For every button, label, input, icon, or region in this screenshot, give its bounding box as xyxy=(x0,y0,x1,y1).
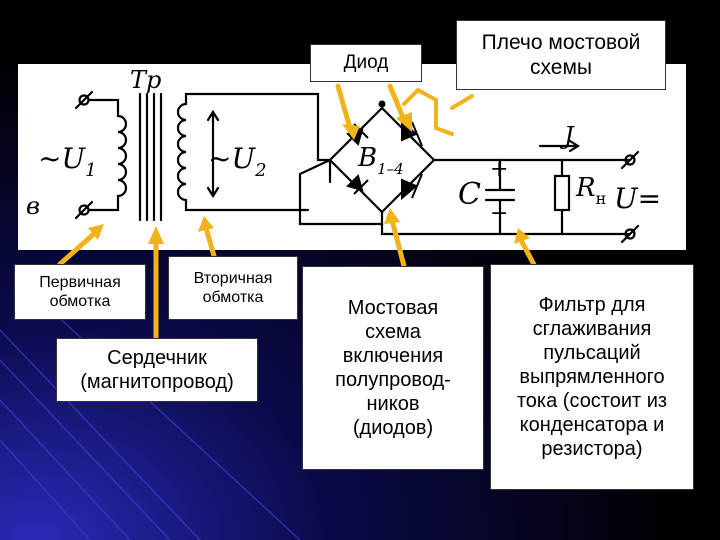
secondary-winding xyxy=(178,104,186,200)
output-label: U= xyxy=(614,182,662,215)
bridge-arm-callout: Плечо мостовой схемы xyxy=(456,20,666,90)
plus-sign: + xyxy=(490,157,509,182)
diode-callout: Диод xyxy=(310,44,422,82)
primary-winding xyxy=(89,100,126,210)
primary-winding-callout: Первичная обмотка xyxy=(14,264,146,320)
transformer-label: Тр xyxy=(130,66,162,94)
u2-label: $\sim U_2$ xyxy=(208,142,267,181)
resistor-label: $R_н$ xyxy=(576,173,607,208)
secondary-winding-callout: Вторичная обмотка xyxy=(168,256,298,320)
core-callout: Сердечник (магнитопровод) xyxy=(56,338,258,402)
bridge-label: $B_{1-4}$ xyxy=(358,143,404,178)
minus-sign: − xyxy=(490,201,509,226)
filter-callout: Фильтр для сглаживания пульсаций выпрямленного тока (состоит из конденсатора и резистора) xyxy=(490,264,694,490)
capacitor-label: C xyxy=(458,177,481,212)
diode-1 xyxy=(348,130,362,144)
transformer-core xyxy=(140,94,161,220)
current-label: J xyxy=(564,122,574,150)
panel-letter: в xyxy=(26,192,40,220)
bridge-circuit-callout: Мостовая схема включения полупровод- ников (диодов) xyxy=(302,266,484,470)
circuit-schematic xyxy=(18,64,686,250)
u1-label: $\sim U_1$ xyxy=(38,142,97,181)
resistor xyxy=(555,176,569,210)
